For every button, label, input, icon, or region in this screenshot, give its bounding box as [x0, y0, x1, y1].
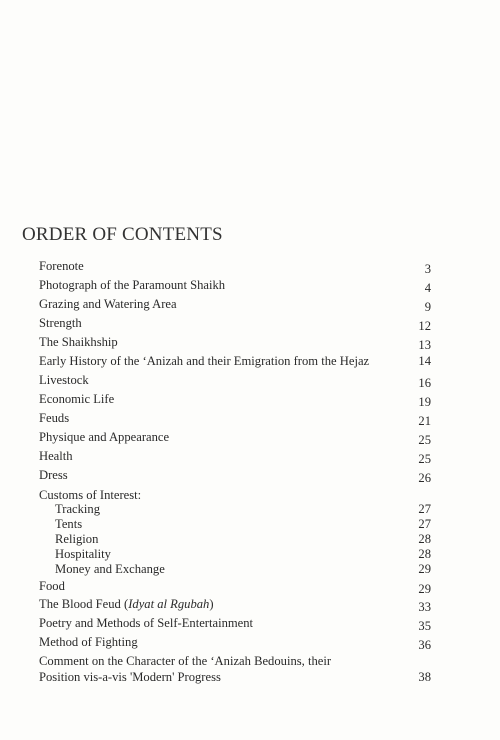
toc-entry — [39, 296, 431, 315]
toc-entry-page: 26 — [418, 471, 431, 485]
toc-subentry-page: 27 — [418, 517, 431, 531]
toc-entry-title: Strength — [39, 316, 82, 330]
toc-entry-page: 9 — [424, 300, 431, 314]
toc-entry-page: 29 — [418, 582, 431, 596]
toc-entry-title: Method of Fighting — [39, 635, 138, 649]
toc-entry — [39, 410, 431, 429]
toc-subentry-title: Money and Exchange — [55, 562, 165, 576]
toc-entry — [39, 467, 431, 487]
toc-entry-title-prefix: The Blood Feud ( — [39, 597, 129, 611]
toc-entry-title: Physique and Appearance — [39, 430, 170, 444]
toc-section-heading — [39, 487, 431, 502]
toc-entry-title-line2: Position vis-a-vis 'Modern' Progress — [39, 670, 221, 684]
toc-subentry-title: Tracking — [55, 502, 101, 516]
toc-subentry-page: 29 — [418, 562, 431, 576]
toc-entry-page: 13 — [418, 338, 431, 352]
toc-subentry — [39, 517, 431, 532]
toc-entry — [39, 258, 431, 277]
toc-entry-page: 12 — [418, 319, 431, 333]
toc-entry-page: 36 — [418, 638, 431, 652]
toc-entry-title: The Shaikhship — [39, 335, 118, 349]
toc-subentry-title: Religion — [55, 532, 99, 546]
toc-subentry — [39, 532, 431, 547]
toc-entry-title — [39, 653, 331, 685]
toc-subentry — [39, 502, 431, 517]
toc-entry-page: 38 — [418, 670, 431, 684]
toc-entry — [39, 315, 431, 334]
toc-subentry — [39, 562, 431, 578]
toc-entry — [39, 372, 431, 391]
toc-entry — [39, 578, 431, 596]
toc-entry-title: Forenote — [39, 259, 84, 273]
toc-entry-title: Feuds — [39, 411, 70, 425]
toc-entry-title: Poetry and Methods of Self-Entertainment — [39, 616, 254, 630]
toc-entry-title: Health — [39, 449, 73, 463]
toc-entry-page: 16 — [418, 376, 431, 390]
toc-entry — [39, 653, 431, 685]
toc-entry — [39, 448, 431, 467]
toc-entry-page: 21 — [418, 414, 431, 428]
toc-entry — [39, 634, 431, 653]
toc-entry-page: 33 — [418, 600, 431, 614]
toc-subentry-title: Hospitality — [55, 547, 111, 561]
toc-entry-page: 14 — [418, 354, 431, 368]
contents-heading: ORDER OF CONTENTS — [22, 224, 223, 245]
toc-entry-title — [39, 596, 214, 612]
toc-entry — [39, 277, 431, 296]
toc-entry-page: 25 — [418, 433, 431, 447]
toc-entry-title: Economic Life — [39, 392, 115, 406]
toc-entry-page: 25 — [418, 452, 431, 466]
toc-entry — [39, 429, 431, 448]
toc-entry — [39, 334, 431, 353]
table-of-contents — [39, 258, 431, 685]
toc-subentry-page: 28 — [418, 547, 431, 561]
toc-entry-title: Early History of the ‘Anizah and their Emigration from the Hejaz — [39, 354, 370, 368]
toc-entry-page: 19 — [418, 395, 431, 409]
toc-entry-title: Livestock — [39, 373, 89, 387]
toc-subentry — [39, 547, 431, 562]
toc-entry-page: 35 — [418, 619, 431, 633]
toc-entry-title: Dress — [39, 468, 68, 482]
toc-subentry-title: Tents — [55, 517, 83, 531]
toc-entry-page: 3 — [424, 262, 431, 276]
toc-entry-title-suffix: ) — [209, 597, 214, 611]
toc-entry-title: Food — [39, 579, 65, 593]
toc-entry-title: Photograph of the Paramount Shaikh — [39, 278, 226, 292]
toc-entry — [39, 615, 431, 634]
toc-subentry-page: 27 — [418, 502, 431, 516]
toc-entry-title: Customs of Interest: — [39, 488, 142, 502]
toc-entry-title: Grazing and Watering Area — [39, 297, 177, 311]
toc-entry-title-line1: Comment on the Character of the ‘Anizah Bedouins, their — [39, 654, 332, 668]
toc-subentry-page: 28 — [418, 532, 431, 546]
toc-entry-page: 4 — [424, 281, 431, 295]
toc-entry-title-italic: Idyat al Rgubah — [128, 597, 210, 611]
toc-entry — [39, 391, 431, 410]
toc-entry — [39, 596, 431, 615]
toc-entry — [39, 353, 431, 372]
